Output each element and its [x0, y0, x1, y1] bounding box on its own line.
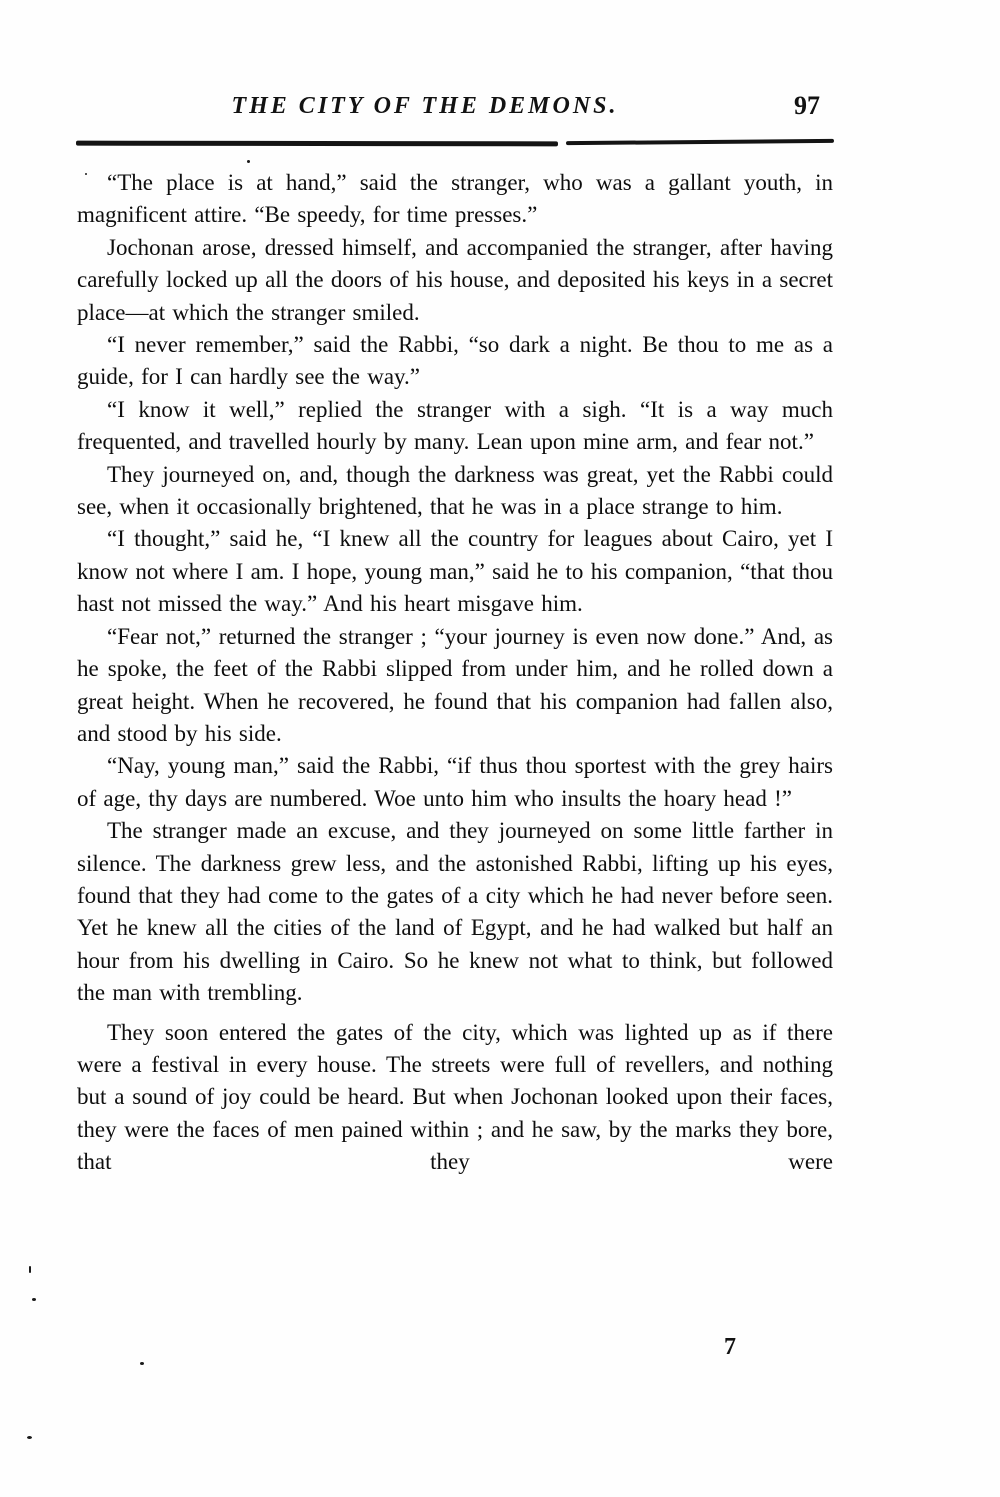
- page-number: 97: [794, 91, 820, 120]
- paragraph: “I never remember,” said the Rabbi, “so dark a night. Be thou to me as a guide, for I can hardly see the way.”: [77, 332, 833, 390]
- header-rule-right-segment: [566, 139, 834, 145]
- paragraph: “Fear not,” returned the stranger ; “your journey is even now done.” And, as he spoke, the feet of the Rabbi slipped from under him, and he rolled down a great height. When he recovered, he found that his companion had fallen also, and stood by his side.: [77, 623, 833, 746]
- signature-mark: 7: [724, 1334, 736, 1360]
- paragraph: “I thought,” said he, “I knew all the country for leagues about Cairo, yet I know not where I am. I hope, young man,” said he to his companion, “that thou hast not missed the way.” And his heart misgave him.: [77, 526, 833, 617]
- ink-speck: [29, 1266, 31, 1273]
- ink-speck: [85, 173, 87, 175]
- paragraph: Jochonan arose, dressed himself, and accompanied the stranger, after having carefully locked up all the doors of his house, and deposited his keys in a secret place—at which the stranger smiled.: [77, 234, 833, 325]
- paragraph: They soon entered the gates of the city, which was lighted up as if there were a festival in every house. The streets were full of revellers, and nothing but a sound of joy could be heard. But when Jochonan looked upon their faces, they were the faces of men pained within ; and he saw, by the marks they bore, that they were: [77, 1019, 833, 1175]
- header-rule-left-segment: [76, 141, 558, 147]
- ink-speck: [140, 1362, 144, 1365]
- ink-speck: [32, 1298, 36, 1301]
- running-title: THE CITY OF THE DEMONS.: [231, 93, 619, 119]
- paragraph: “I know it well,” replied the stranger with a sigh. “It is a way much frequented, and travelled hourly by many. Lean upon mine arm, and fear not.”: [77, 396, 833, 455]
- body-text: [77, 167, 833, 1179]
- paragraph: The stranger made an excuse, and they journeyed on some little farther in silence. The darkness grew less, and the astonished Rabbi, lifting up his eyes, found that they had come to the gates of a city which he had never before seen. Yet he knew all the cities of the land of Egypt, and he had walked but half an hour from his dwelling in Cairo. So he knew not what to think, but followed the man with trembling.: [77, 818, 833, 1006]
- ink-speck: [247, 160, 250, 163]
- paragraph: “The place is at hand,” said the stranger, who was a gallant youth, in magnificent attire. “Be speedy, for time presses.”: [77, 170, 833, 228]
- page-header: [76, 93, 834, 133]
- paragraph: “Nay, young man,” said the Rabbi, “if thus thou sportest with the grey hairs of age, thy days are numbered. Woe unto him who insults the hoary head !”: [77, 753, 833, 811]
- ink-speck: [27, 1436, 32, 1439]
- paragraph: They journeyed on, and, though the darkness was great, yet the Rabbi could see, when it occasionally brightened, that he was in a place strange to him.: [77, 461, 833, 520]
